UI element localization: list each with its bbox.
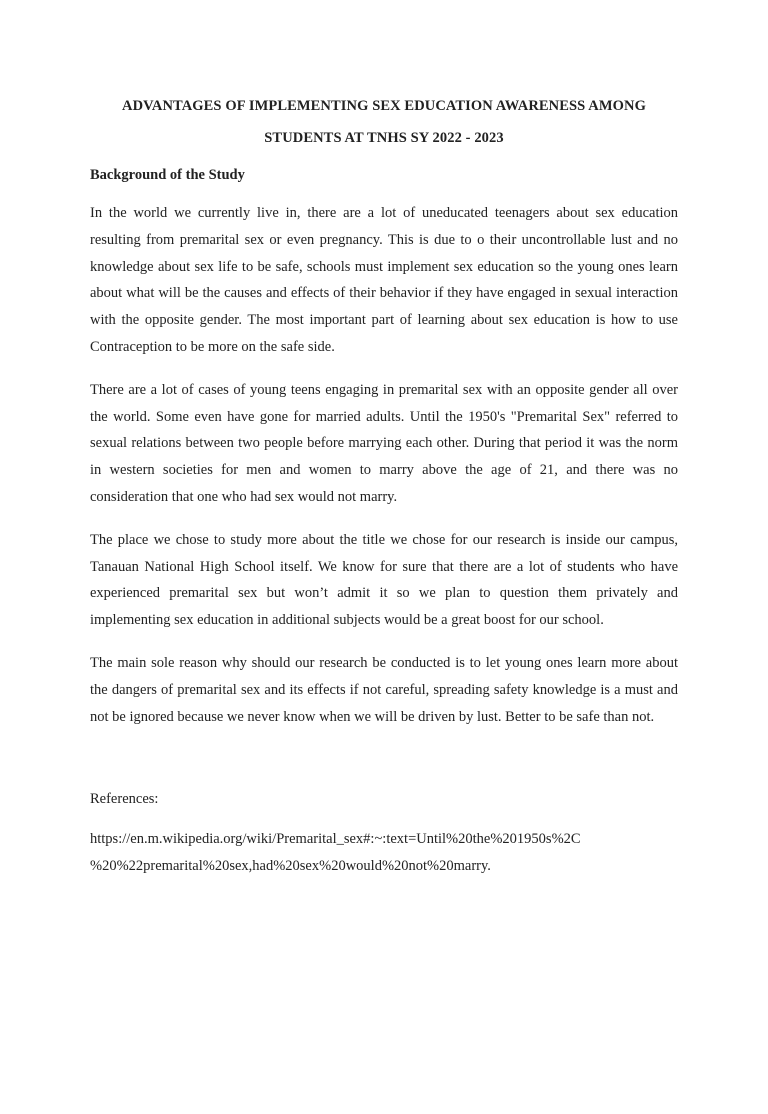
paragraph-3: The place we chose to study more about the title we chose for our research is inside our campus, Tanauan National High School itself. We know for sure that there are a lot of students who have experienced premarital sex but won’t admit it so we plan to question them privately and implementing sex education in additional subjects would be a great boost for our school. [90, 531, 678, 629]
reference-line-1: https://en.m.wikipedia.org/wiki/Premarital_sex#:~:text=Until%20the%201950s%2C [90, 831, 581, 848]
paragraph-1: In the world we currently live in, there are a lot of uneducated teenagers about sex education resulting from premarital sex or even pregnancy. This is due to o their uncontrollable lust and no knowledge about sex life to be safe, schools must implement sex education so the young ones learn about what will be the causes and effects of their behavior if they have engaged in sexual interaction with the opposite gender. The most important part of learning about sex education is how to use Contraception to be more on the safe side. [90, 205, 678, 355]
title-line-2: STUDENTS AT TNHS SY 2022 - 2023 [264, 130, 504, 146]
document-page [0, 90, 768, 1114]
paragraph-4: The main sole reason why should our research be conducted is to let young ones learn more about the dangers of premarital sex and its effects if not careful, spreading safety knowledge is a must and not be ignored because we never know when we will be driven by lust. Better to be safe than not. [90, 654, 678, 725]
document-title [90, 90, 678, 154]
reference-line-2: %20%22premarital%20sex,had%20sex%20would%20not%20marry. [90, 858, 491, 875]
references-label: References: [90, 791, 159, 808]
paragraph-2: There are a lot of cases of young teens engaging in premarital sex with an opposite gender all over the world. Some even have gone for married adults. Until the 1950's "Premarital Sex" referred to sexual relations between two people before marrying each other. During that period it was the norm in western societies for men and women to marry above the age of 21, and there was no consideration that one who had sex would not marry. [90, 381, 678, 505]
section-heading: Background of the Study [90, 167, 245, 183]
reference-link[interactable] [90, 826, 678, 880]
title-line-1: ADVANTAGES OF IMPLEMENTING SEX EDUCATION AWARENESS AMONG [122, 98, 646, 114]
